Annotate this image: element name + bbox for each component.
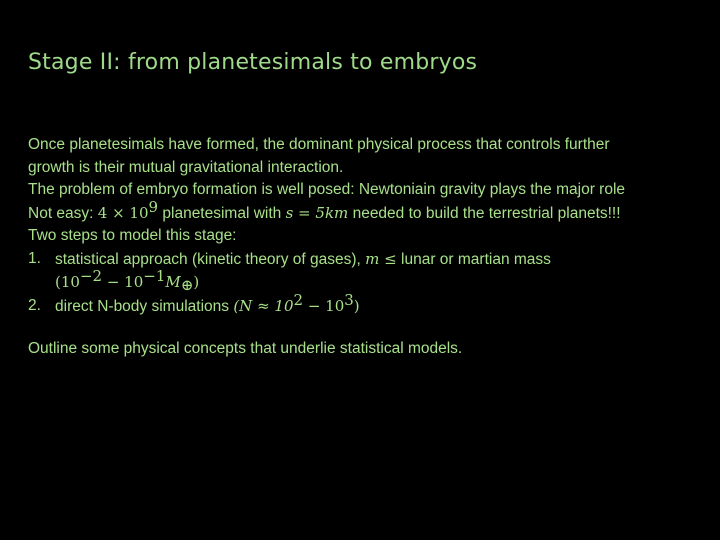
slide-title: Stage II: from planetesimals to embryos xyxy=(28,50,478,75)
list-number: 1. xyxy=(28,249,41,267)
spacer xyxy=(28,318,688,338)
math-expr-open: (N ≈ 10 xyxy=(233,296,294,315)
math-mass: m ≤ xyxy=(365,249,397,268)
outline-line: Outline some physical concepts that underlie statistical models. xyxy=(28,340,463,357)
math-range-open: (10 xyxy=(55,273,80,291)
paragraph-line: Once planetesimals have formed, the dominant physical process that controls further xyxy=(28,136,610,153)
math-size: s = 5km xyxy=(285,203,349,222)
math-exponent: 9 xyxy=(148,197,159,216)
math-exponent: 2 xyxy=(293,290,304,309)
math-count: 4 × 10 xyxy=(97,203,149,222)
earth-symbol: ⊕ xyxy=(180,276,194,294)
list-number: 2. xyxy=(28,296,41,314)
math-range-mid: − 10 xyxy=(102,273,144,291)
text-run: needed to build the terrestrial planets!!! xyxy=(348,204,621,222)
list-item-line xyxy=(55,290,360,319)
math-expr-close: ) xyxy=(353,296,360,315)
list-item xyxy=(28,290,688,319)
text-run: planetesimal with xyxy=(158,204,286,222)
paragraph-line: Two steps to model this stage: xyxy=(28,227,237,244)
text-run: lunar or martian mass xyxy=(396,250,551,268)
list-item xyxy=(28,248,688,295)
paragraph-line: growth is their mutual gravitational interaction. xyxy=(28,158,344,176)
math-mass-symbol: M xyxy=(165,273,181,291)
math-exponent: −2 xyxy=(79,267,103,285)
text-run: statistical approach (kinetic theory of gases), xyxy=(55,250,366,268)
paragraph-line: The problem of embryo formation is well posed: Newtoniain gravity plays the major role xyxy=(28,181,626,198)
math-range-close: ) xyxy=(193,273,200,291)
text-run: Not easy: xyxy=(28,204,98,222)
math-expr-mid: − 10 xyxy=(303,296,345,315)
paragraph-line xyxy=(28,197,688,226)
math-exponent: 3 xyxy=(344,290,354,309)
slide-body xyxy=(28,134,688,361)
text-run: direct N-body simulations xyxy=(55,297,234,315)
math-exponent: −1 xyxy=(143,267,166,285)
list-item-line xyxy=(55,248,551,272)
